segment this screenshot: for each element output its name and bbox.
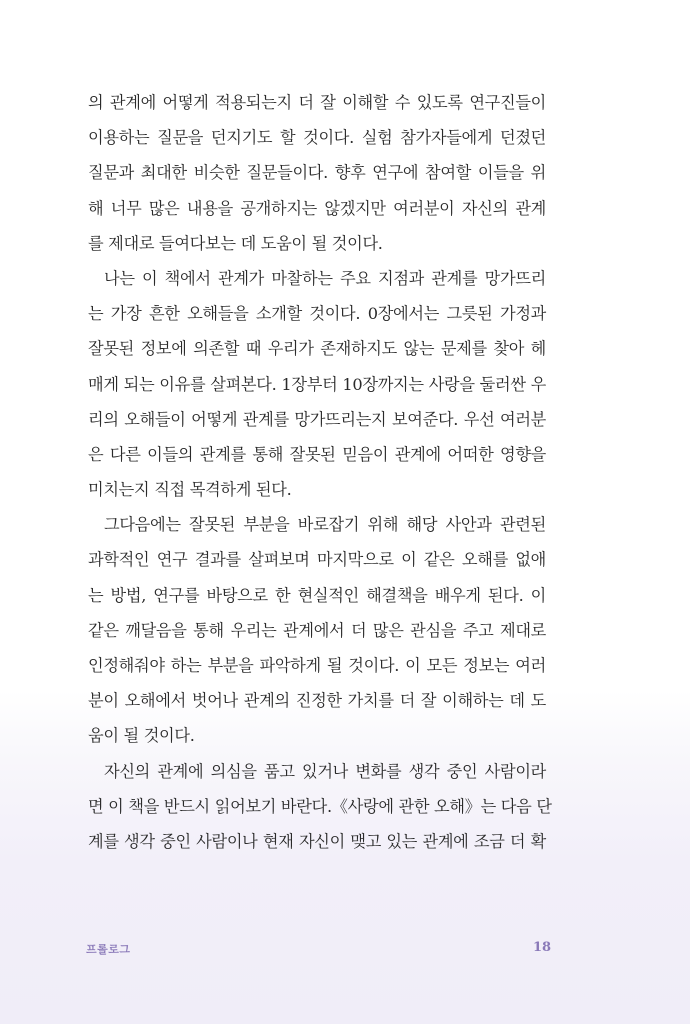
text-line: 나는 이 책에서 관계가 마찰하는 주요 지점과 관계를 망가뜨리 bbox=[104, 268, 546, 288]
paragraph bbox=[88, 759, 552, 865]
text-line: 해 너무 많은 내용을 공개하지는 않겠지만 여러분이 자신의 관계 bbox=[88, 198, 546, 218]
paragraph bbox=[88, 90, 546, 266]
text-line: 잘못된 정보에 의존할 때 우리가 존재하지도 않는 문제를 찾아 헤 bbox=[88, 339, 546, 359]
text-line: 은 다른 이들의 관계를 통해 잘못된 믿음이 관계에 어떠한 영향을 bbox=[88, 444, 546, 464]
text-line: 인정해줘야 하는 부분을 파악하게 될 것이다. 이 모든 정보는 여러 bbox=[88, 656, 546, 675]
paragraph bbox=[88, 512, 546, 758]
text-line: 그다음에는 잘못된 부분을 바로잡기 위해 해당 사안과 관련된 bbox=[104, 515, 546, 535]
text-line: 분이 오해에서 벗어나 관계의 진정한 가치를 더 잘 이해하는 데 도 bbox=[88, 691, 546, 711]
text-line: 미치는지 직접 목격하게 된다. bbox=[88, 480, 292, 500]
text-line: 리의 오해들이 어떻게 관계를 망가뜨리는지 보여준다. 우선 여러분 bbox=[88, 409, 546, 429]
text-line: 같은 깨달음을 통해 우리는 관계에서 더 많은 관심을 주고 제대로 bbox=[88, 620, 546, 640]
text-line: 는 방법, 연구를 바탕으로 한 현실적인 해결책을 배우게 된다. 이 bbox=[88, 585, 546, 605]
paragraph bbox=[88, 266, 546, 512]
text-line: 질문과 최대한 비슷한 질문들이다. 향후 연구에 참여할 이들을 위 bbox=[88, 163, 546, 183]
page-number: 18 bbox=[533, 940, 552, 955]
page-body bbox=[88, 90, 552, 864]
text-line: 움이 될 것이다. bbox=[88, 726, 195, 746]
text-line: 과학적인 연구 결과를 살펴보며 마지막으로 이 같은 오해를 없애 bbox=[88, 550, 546, 570]
text-line: 이용하는 질문을 던지기도 할 것이다. 실험 참가자들에게 던졌던 bbox=[88, 128, 546, 148]
text-line: 면 이 책을 반드시 읽어보기 바란다.《사랑에 관한 오해》는 다음 단 bbox=[88, 796, 552, 816]
running-footer-section-title: 프롤로그 bbox=[86, 943, 131, 956]
text-line: 자신의 관계에 의심을 품고 있거나 변화를 생각 중인 사람이라 bbox=[104, 761, 546, 781]
text-line: 계를 생각 중인 사람이나 현재 자신이 맺고 있는 관계에 조금 더 확 bbox=[88, 831, 546, 851]
text-line: 매게 되는 이유를 살펴본다. 1장부터 10장까지는 사랑을 둘러싼 우 bbox=[88, 374, 546, 394]
text-line: 의 관계에 어떻게 적용되는지 더 잘 이해할 수 있도록 연구진들이 bbox=[88, 93, 546, 112]
text-line: 를 제대로 들여다보는 데 도움이 될 것이다. bbox=[88, 233, 383, 253]
text-line: 는 가장 흔한 오해들을 소개할 것이다. 0장에서는 그릇된 가정과 bbox=[88, 304, 546, 324]
